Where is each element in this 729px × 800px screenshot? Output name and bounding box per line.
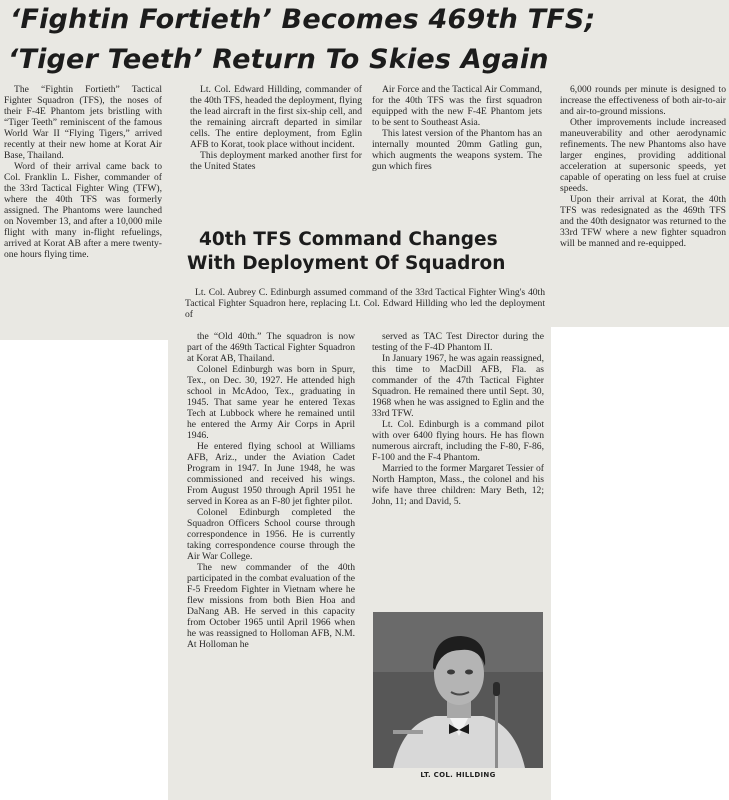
- headline-line-2: ‘Tiger Teeth’ Return To Skies Again: [8, 44, 549, 75]
- subheadline-line-1: 40th TFS Command Changes: [199, 229, 498, 250]
- article-column-2: [190, 84, 362, 216]
- article-column-4: [560, 84, 726, 324]
- paragraph: Married to the former Margaret Tessier of North Hampton, Mass., the colonel and his wife have three children: Mary Beth, 12; John, 11; and David, 5.: [372, 463, 544, 507]
- paragraph: Air Force and the Tactical Air Command, for the 40th TFS was the first squadron equipped with the new F-4E Phantom jets to be sent to Southeast Asia.: [372, 84, 542, 128]
- paragraph: 6,000 rounds per minute is designed to increase the effectiveness of both air-to-air and air-to-ground missions.: [560, 84, 726, 117]
- paragraph: the “Old 40th.” The squadron is now part of the 469th Tactical Fighter Squadron at Korat AB, Thailand.: [187, 331, 355, 364]
- blank-area-right: [551, 327, 729, 800]
- paragraph: Lt. Col. Aubrey C. Edinburgh assumed command of the 33rd Tactical Fighter Wing's 40th Tactical Fighter Squadron here, replacing Lt. Col. Edward Hillding who led the deployment of: [185, 287, 545, 320]
- paragraph: Other improvements include increased maneuverability and other aerodynamic refinements. The new Phantoms also have larger engines, providing additional acceleration at supersonic speeds, yet capable of operating on less fuel at cruise speeds.: [560, 117, 726, 194]
- paragraph: The “Fightin Fortieth” Tactical Fighter Squadron (TFS), the noses of their F-4E Phantom jets bristling with “Tiger Teeth” reminiscent of the famous World War II “Flying Tigers,” arrived recently at their new home at Korat Air Base, Thailand.: [4, 84, 162, 161]
- paragraph: He entered flying school at Williams AFB, Ariz., under the Aviation Cadet Program in 1947. In June 1948, he was commissioned and received his wings. From August 1950 through April 1951 he served in Korea as an F-80 jet fighter pilot.: [187, 441, 355, 507]
- paragraph: Colonel Edinburgh completed the Squadron Officers School course through correspondence in 1956. He is currently taking correspondence course through the Air War College.: [187, 507, 355, 562]
- sub-article-column-2: [372, 331, 544, 601]
- article-column-3: [372, 84, 542, 216]
- subheadline-line-2: With Deployment Of Squadron: [187, 253, 506, 274]
- paragraph: This deployment marked another first for the United States: [190, 150, 362, 172]
- paragraph: This latest version of the Phantom has an internally mounted 20mm Gatling gun, which augments the weapons system. The gun which fires: [372, 128, 542, 172]
- paragraph: Upon their arrival at Korat, the 40th TFS was redesignated as the 469th TFS and the 40th designator was returned to the 33rd TFW where a new fighter squadron will be manned and re-equipped.: [560, 194, 726, 249]
- paragraph: The new commander of the 40th participated in the combat evaluation of the F-5 Freedom Fighter in Vietnam where he flew missions from both Bien Hoa and DaNang AB. He served in this capacity from October 1965 until April 1966 when he was reassigned to Holloman AFB, N.M. At Holloman he: [187, 562, 355, 650]
- portrait-photo: [373, 612, 543, 768]
- headline-line-1: ‘Fightin Fortieth’ Becomes 469th TFS;: [10, 4, 596, 35]
- paragraph: Lt. Col. Edinburgh is a command pilot with over 6400 flying hours. He has flown numerous aircraft, including the F-80, F-86, F-100 and the F-4 Phantom.: [372, 419, 544, 463]
- blank-area-left: [0, 340, 168, 800]
- article-column-1: [4, 84, 162, 340]
- paragraph: Word of their arrival came back to Col. Franklin L. Fisher, commander of the 33rd Tactical Fighter Wing (TFW), where the 40th TFS was formerly assigned. The Phantoms were launched on November 13, and after a 10,000 mile flight with many in-flight refuelings, arrived at Korat AB after a mere twenty-one hours flying time.: [4, 161, 162, 260]
- photo-caption: LT. COL. HILLDING: [420, 771, 496, 779]
- sub-article-lead: [185, 287, 545, 331]
- paragraph: In January 1967, he was again reassigned, this time to MacDill AFB, Fla. as commander of the 47th Tactical Fighter Squadron. He remained there until Sept. 30, 1968 when he was assigned to Eglin and the 33rd TFW.: [372, 353, 544, 419]
- paragraph: served as TAC Test Director during the testing of the F-4D Phantom II.: [372, 331, 544, 353]
- paragraph: Colonel Edinburgh was born in Spurr, Tex., on Dec. 30, 1927. He attended high school in McAdoo, Tex., graduating in 1945. That same year he entered Texas Tech at Lubbock where he remained until he entered the Army Air Corps in April 1946.: [187, 364, 355, 441]
- paragraph: Lt. Col. Edward Hillding, commander of the 40th TFS, headed the deployment, flying the lead aircraft in the first six-ship cell, and the remaining aircraft departed in similar cells. The entire deployment, from Eglin AFB to Korat, took place without incident.: [190, 84, 362, 150]
- sub-article-column-1: [187, 331, 355, 798]
